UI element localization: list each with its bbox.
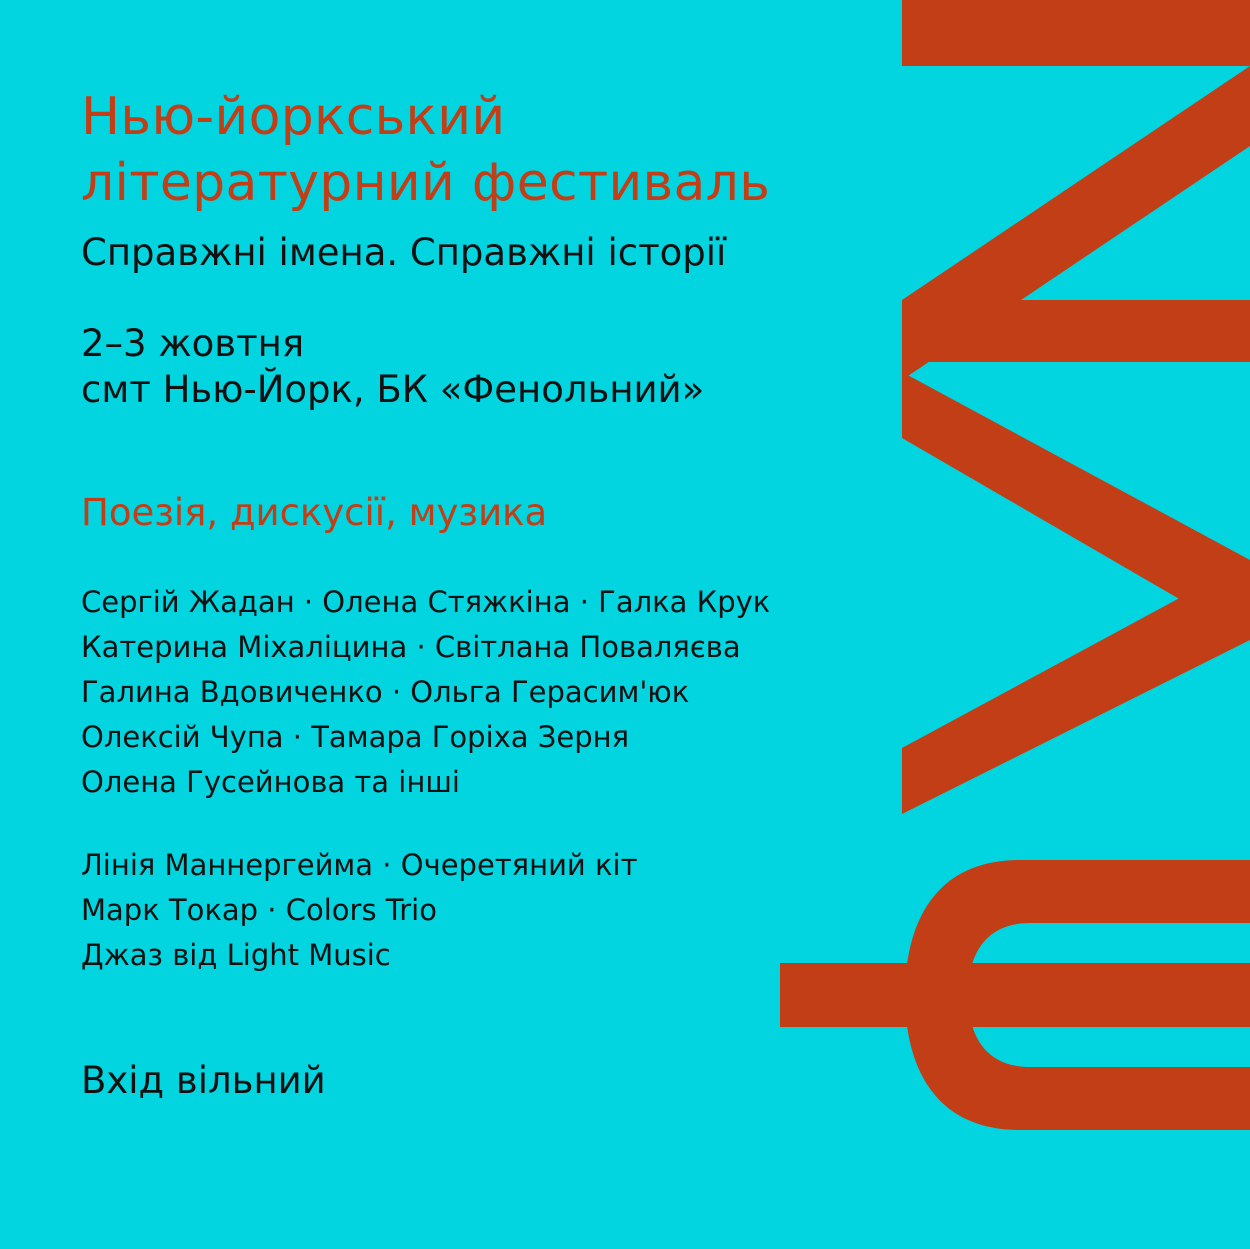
free-entry-note: Вхід вільний: [81, 1059, 326, 1102]
writers-line: Катерина Міхаліцина · Світлана Поваляєва: [81, 630, 741, 664]
festival-title-line-1: Нью-йоркський: [81, 87, 506, 147]
musicians-line: Джаз від Light Music: [81, 938, 391, 972]
writers-line: Галина Вдовиченко · Ольга Герасим'юк: [81, 675, 690, 709]
musicians-line: Лінія Маннергейма · Очеретяний кіт: [81, 848, 638, 882]
festival-venue: смт Нью-Йорк, БК «Фенольний»: [81, 368, 705, 411]
writers-line: Олексій Чупа · Тамара Горіха Зерня: [81, 720, 630, 754]
writers-line: Сергій Жадан · Олена Стяжкіна · Галка Крук: [81, 585, 771, 619]
festival-dates: 2–3 жовтня: [81, 322, 305, 365]
festival-title-line-2: літературний фестиваль: [81, 153, 771, 213]
musicians-line: Марк Токар · Colors Trio: [81, 893, 437, 927]
festival-subtitle: Справжні імена. Справжні історії: [81, 231, 727, 274]
festival-genres: Поезія, дискусії, музика: [81, 491, 548, 534]
writers-line: Олена Гусейнова та інші: [81, 765, 460, 799]
